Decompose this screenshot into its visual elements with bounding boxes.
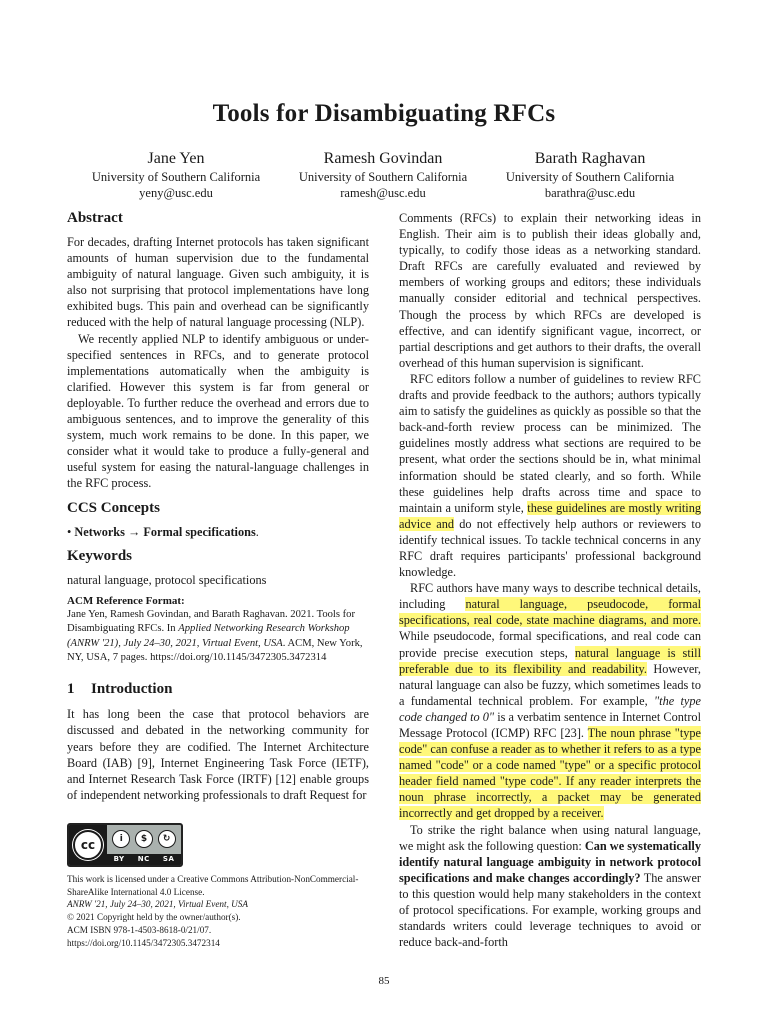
license-doi: https://doi.org/10.1145/3472305.3472314: [67, 937, 220, 948]
body-paragraph: [399, 580, 701, 821]
body-text: The answer to this question would help many stakeholders in the context of protocol specifications. For example, working groups and standards writers could leverage techniques to avoid or reduce back-and-forth: [399, 870, 701, 950]
author-email: yeny@usc.edu: [139, 186, 213, 200]
highlighted-text: natural language is still preferable due to its flexibility and readability.: [399, 645, 701, 676]
author-email: ramesh@usc.edu: [340, 186, 426, 200]
license-copyright: © 2021 Copyright held by the owner/author(s).: [67, 912, 241, 923]
section-number: 1: [67, 681, 75, 698]
author-name: Ramesh Govindan: [323, 150, 443, 167]
author-affiliation: University of Southern California: [505, 170, 675, 184]
author-email: barathra@usc.edu: [544, 186, 636, 200]
body-paragraph: Comments (RFCs) to explain their networking ideas in English. Their aim is to publish their ideas globally and, typically, to codify those ideas as a networking standard. Draft RFCs are carefully evaluated and reviewed by members of working groups and editors; these individuals manually consider editorial and technical perspectives. Though the process by which RFCs are developed is effective, and can identify significant vague, incorrect, or partial descriptions and get authors to their drafts, the overall overhead of this human supervision is significant.: [399, 211, 701, 370]
acm-reference-text: . ACM, New York, NY, USA, 7 pages. https://doi.org/10.1145/3472305.3472314: [67, 637, 363, 663]
introduction-paragraph: It has long been the case that protocol behaviors are discussed and debated in the networking community for years before they are codified. The Internet Architecture Board (IAB) [9], Internet Engineering Task Force (IETF), and Internet Research Task Force (IRTF) [12] enable groups of independent networking professionals to draft Request for: [67, 707, 369, 802]
research-question: Can we systematically identify natural language ambiguity in network protocol specifications and make changes accordingly?: [399, 838, 701, 885]
cc-label-nc: NC: [137, 855, 150, 864]
abstract-heading: Abstract: [67, 210, 123, 226]
ccs-concepts: [67, 524, 369, 540]
keywords-heading: Keywords: [67, 547, 132, 564]
author-name: Barath Raghavan: [534, 150, 646, 167]
introduction-heading: [67, 679, 369, 699]
page-number: 85: [378, 975, 390, 987]
ccs-networks: Networks: [74, 524, 125, 539]
acm-reference-venue: Applied Networking Research Workshop (ANRW '21), July 24–30, 2021, Virtual Event, USA: [67, 623, 350, 649]
sharealike-icon: ↻: [158, 830, 176, 848]
acm-reference: [67, 608, 369, 666]
body-text: To strike the right balance when using natural language, we might ask the following question:: [399, 822, 701, 853]
cc-logo: [69, 825, 107, 865]
attribution-icon: i: [112, 830, 130, 848]
highlighted-text: The noun phrase "type code" can confuse a reader as to whether it refers to as a type named "code" or a code named "type" or a specific protocol header field named "type code". If any reader interprets the noun phrase incorrectly, a packet may be generated incorrectly and get dropped by a receiver.: [399, 726, 701, 821]
author-block-3: [485, 149, 695, 201]
license-line: This work is licensed under a Creative Commons Attribution-NonCommercial-ShareAlike International 4.0 License.: [67, 873, 359, 897]
creative-commons-badge: [67, 823, 183, 867]
body-paragraph: [399, 371, 701, 580]
highlighted-text: natural language, pseudocode, formal specifications, real code, state machine diagrams, and more.: [399, 597, 701, 628]
author-name: Jane Yen: [147, 150, 205, 167]
body-text: While pseudocode, formal specifications, and real code can provide precise execution steps,: [399, 629, 701, 660]
quoted-sentence: "the type code changed to 0": [399, 693, 701, 724]
body-text: RFC editors follow a number of guidelines to review RFC drafts and provide feedback to the authors; authors typically aim to satisfy the guidelines as quickly as possible so that the back-and-forth review process can be minimized. The guidelines mostly address what sections are required to be present, what order the sections should be in, what minimal information should be stated clearly, and so forth. While these guidelines help drafts across time and space to maintain a uniform style,: [399, 371, 701, 515]
body-text: RFC authors have many ways to describe technical details, including: [399, 581, 701, 612]
body-text: However, natural language can also be fuzzy, which sometimes leads to a fundamental technical problem. For example,: [399, 661, 701, 708]
abstract-paragraph: For decades, drafting Internet protocols has taken significant amounts of human supervision due to the fundamental ambiguity of natural language. Given such ambiguity, it is also not surprising that protocol implementations have long exhibited bugs. This pain and overhead can be significantly reduced with the help of natural language processing (NLP).: [67, 235, 369, 330]
cc-label-by: BY: [113, 855, 125, 864]
body-text: do not effectively help authors or reviewers to identify technical issues. To tackle technical concerns in any RFC draft requires participants' professional background knowledge.: [399, 516, 701, 580]
body-text: is a verbatim sentence in Internet Control Message Protocol (ICMP) RFC [23].: [399, 709, 701, 740]
keywords-text: natural language, protocol specifications: [67, 572, 267, 587]
license-venue: ANRW '21, July 24–30, 2021, Virtual Event, USA: [67, 899, 249, 910]
acm-reference-text: Jane Yen, Ramesh Govindan, and Barath Raghavan. 2021. Tools for Disambiguating RFCs. In: [67, 608, 355, 635]
author-affiliation: University of Southern California: [298, 170, 468, 184]
highlighted-text: these guidelines are mostly writing advice and: [399, 500, 702, 531]
ccs-period: .: [255, 524, 259, 539]
page-title: Tools for Disambiguating RFCs: [212, 100, 556, 127]
ccs-bullet: •: [67, 524, 72, 539]
cc-icon: cc: [73, 830, 103, 860]
author-affiliation: University of Southern California: [91, 170, 261, 184]
body-paragraph: [399, 822, 701, 951]
noncommercial-icon: $: [135, 830, 153, 848]
author-block-1: [71, 149, 281, 201]
license-notice: [67, 873, 369, 950]
right-column: [399, 210, 701, 950]
ccs-formal-specifications: Formal specifications: [143, 524, 256, 539]
cc-label-sa: SA: [162, 855, 175, 864]
license-isbn: ACM ISBN 978-1-4503-8618-0/21/07.: [67, 925, 212, 936]
left-column: [67, 208, 369, 950]
author-block-2: [278, 149, 488, 201]
ccs-heading: CCS Concepts: [67, 499, 160, 516]
acm-reference-heading: ACM Reference Format:: [67, 594, 185, 607]
ccs-arrow: →: [128, 524, 141, 539]
section-title: Introduction: [91, 681, 173, 698]
abstract-paragraph: We recently applied NLP to identify ambiguous or under-specified sentences in RFCs, and to generate protocol implementations automatically when the ambiguity is clarified. However this system is far from general or deployable. To further reduce the overhead and errors due to ambiguous sentences, and to improve the generality of this system, much work remains to be done. In this paper, we consider what it would take to produce a fully-general and useful system for easing the natural-language challenges in the RFC process.: [67, 331, 369, 491]
